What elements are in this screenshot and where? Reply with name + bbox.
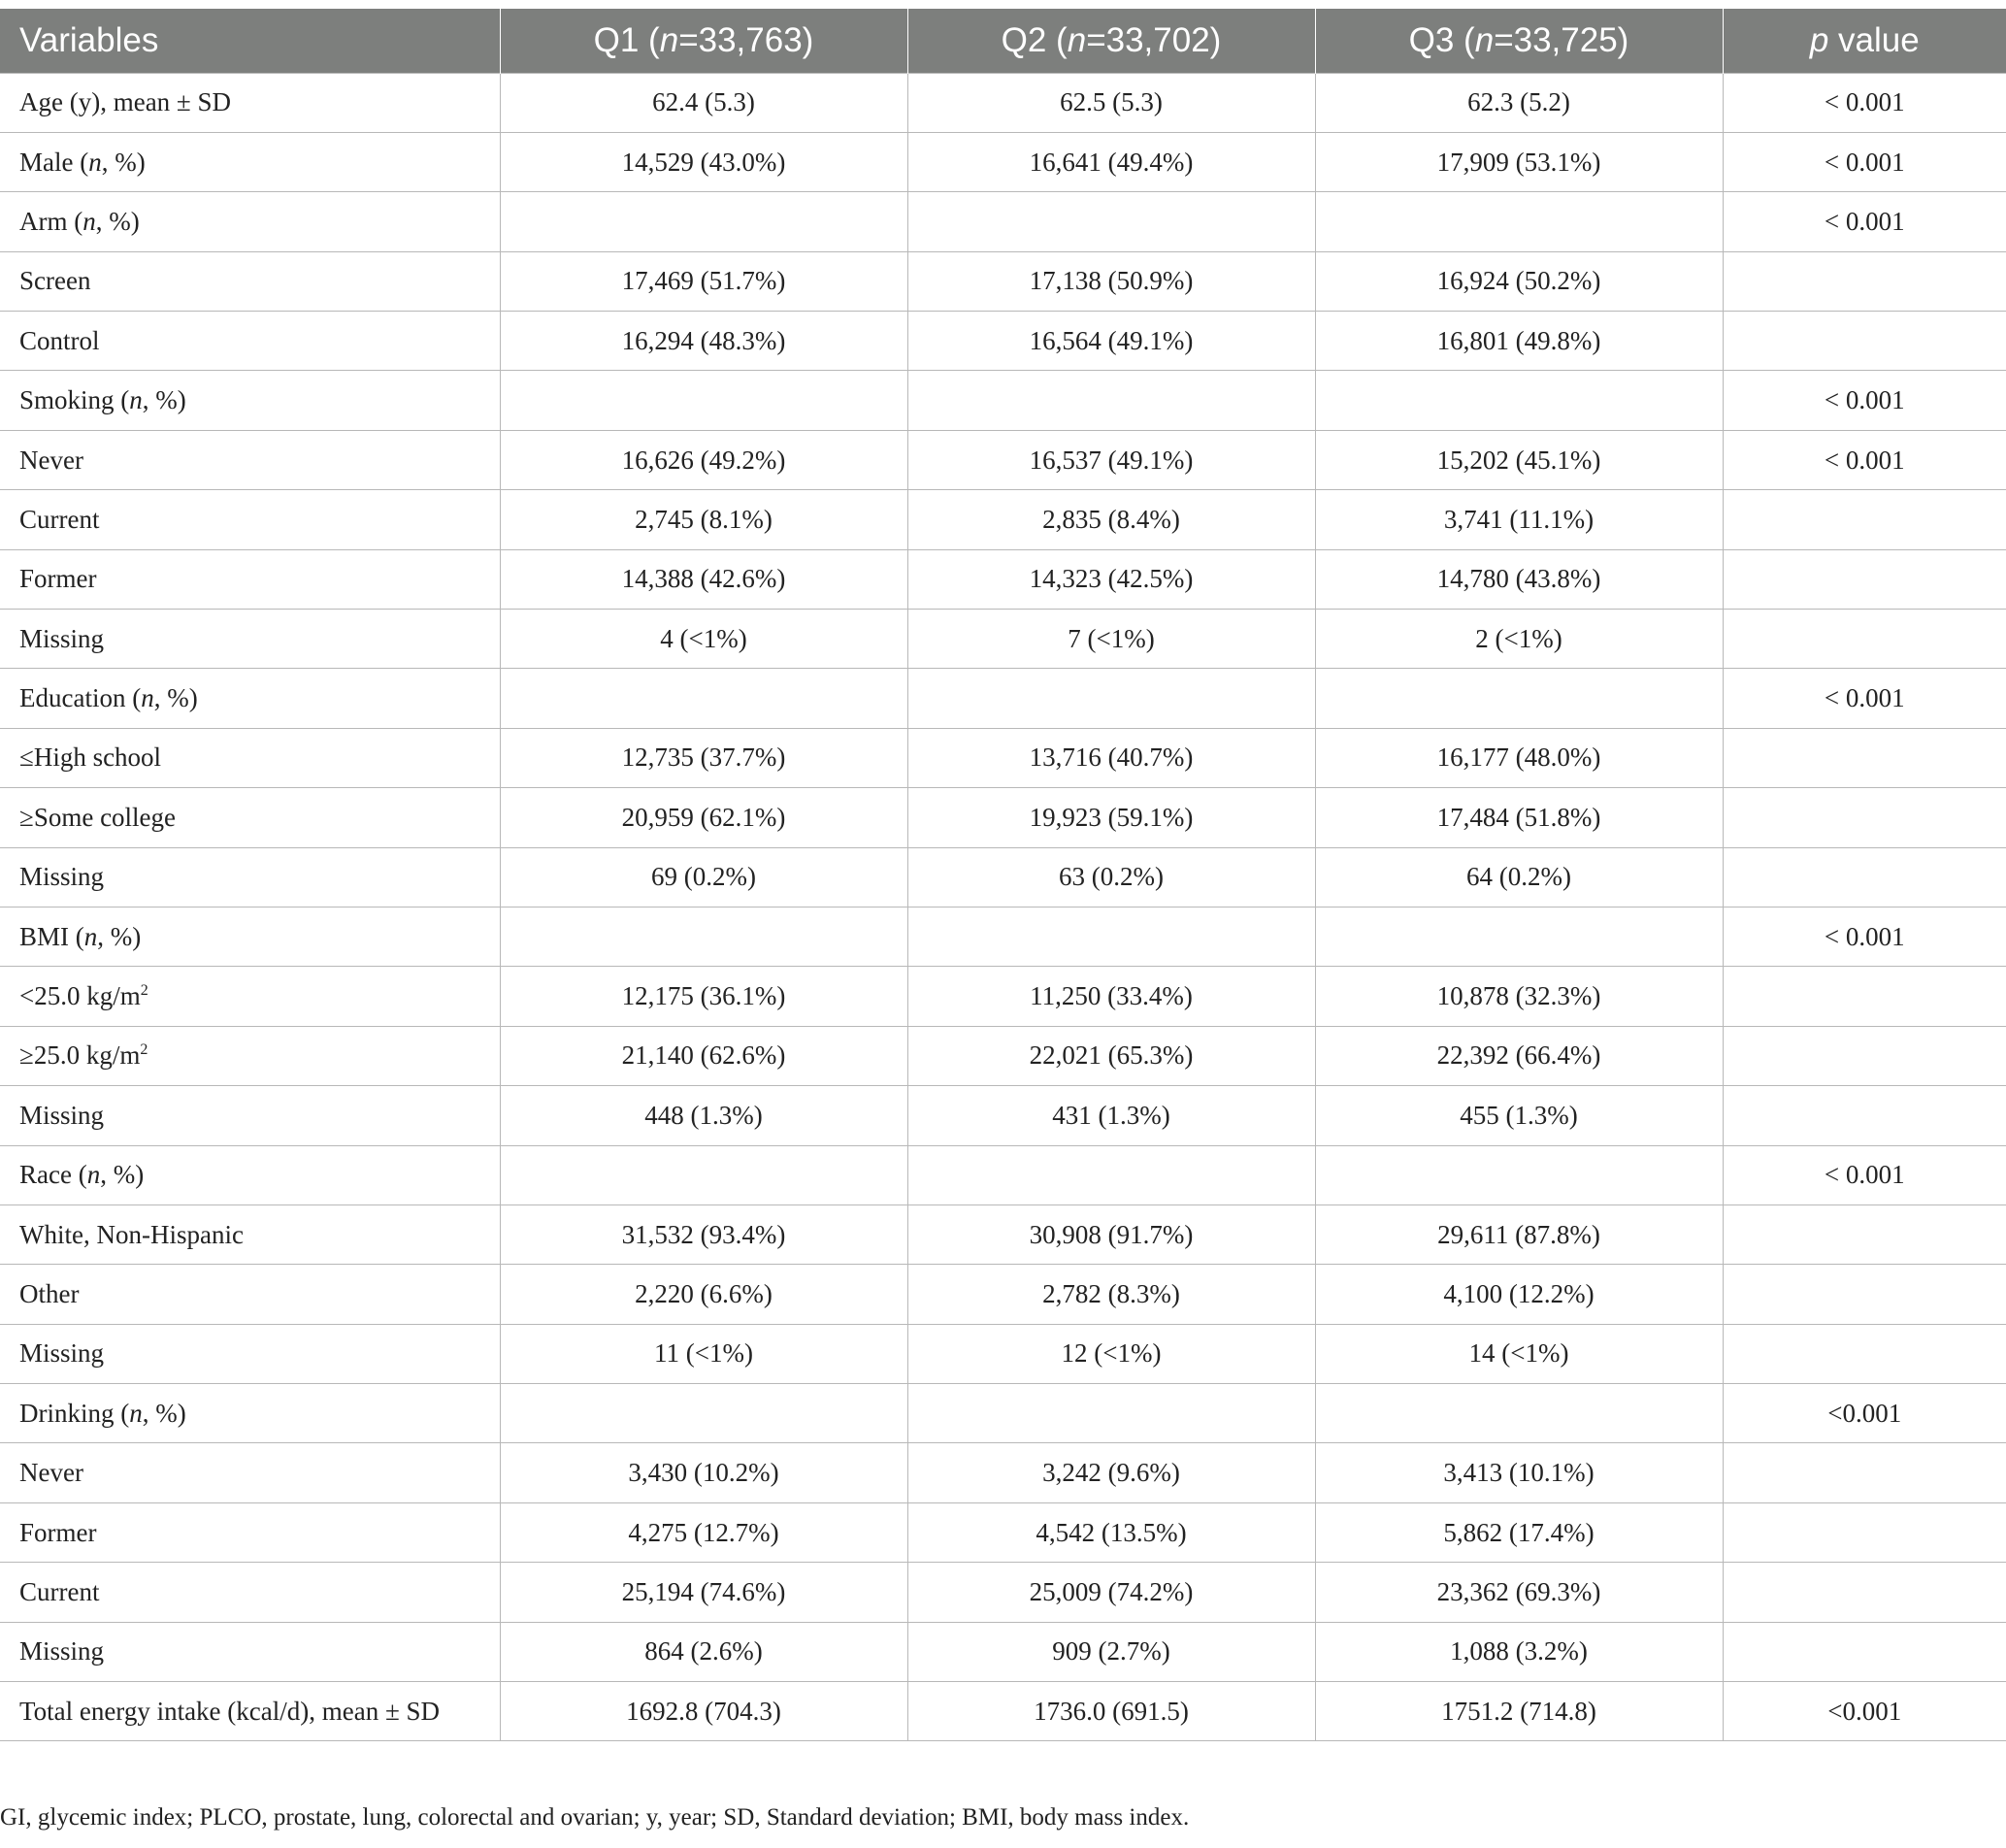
cell-p-value — [1723, 1204, 2006, 1264]
cell-q1: 448 (1.3%) — [500, 1086, 907, 1145]
cell-p-value: < 0.001 — [1723, 73, 2006, 132]
cell-q1: 12,175 (36.1%) — [500, 967, 907, 1026]
cell-q1 — [500, 669, 907, 728]
cell-q1: 25,194 (74.6%) — [500, 1563, 907, 1622]
row-label: Current — [0, 490, 500, 549]
cell-q2 — [907, 1145, 1315, 1204]
table-row — [0, 312, 2006, 371]
table-row — [0, 132, 2006, 191]
header-q1: Q1 (n=33,763) — [500, 9, 907, 73]
cell-q2: 62.5 (5.3) — [907, 73, 1315, 132]
row-label: Current — [0, 1563, 500, 1622]
row-label: ≥25.0 $kg/m^2$ — [0, 1026, 500, 1085]
cell-q2: 12 (<1%) — [907, 1324, 1315, 1383]
cell-q1: 14,388 (42.6%) — [500, 549, 907, 609]
cell-q3: 16,801 (49.8%) — [1315, 312, 1723, 371]
cell-p-value — [1723, 1026, 2006, 1085]
table-header — [0, 9, 2006, 73]
data-table — [0, 9, 2006, 1741]
table-row — [0, 371, 2006, 430]
row-label: Education (n, %) — [0, 669, 500, 728]
cell-q1: 12,735 (37.7%) — [500, 728, 907, 787]
row-label: Never — [0, 1443, 500, 1502]
cell-q2: 1736.0 (691.5) — [907, 1682, 1315, 1741]
table-footnote: GI, glycemic index; PLCO, prostate, lung, colorectal and ovarian; y, year; SD, Standard deviation; BMI, body mass index. — [0, 1804, 1190, 1831]
cell-q3 — [1315, 1384, 1723, 1443]
row-label: ≤High school — [0, 728, 500, 787]
cell-p-value — [1723, 1563, 2006, 1622]
cell-q1: 3,430 (10.2%) — [500, 1443, 907, 1502]
cell-q2: 2,835 (8.4%) — [907, 490, 1315, 549]
cell-p-value — [1723, 1086, 2006, 1145]
row-label: Former — [0, 549, 500, 609]
table-row — [0, 728, 2006, 787]
cell-q3: 14 (<1%) — [1315, 1324, 1723, 1383]
cell-q3: 64 (0.2%) — [1315, 847, 1723, 907]
cell-q1 — [500, 371, 907, 430]
cell-p-value: < 0.001 — [1723, 907, 2006, 966]
table-row — [0, 549, 2006, 609]
cell-q1: 4 (<1%) — [500, 610, 907, 669]
cell-q1 — [500, 1145, 907, 1204]
table-row — [0, 610, 2006, 669]
table-row — [0, 1145, 2006, 1204]
cell-q1: 2,220 (6.6%) — [500, 1265, 907, 1324]
table-row — [0, 1384, 2006, 1443]
cell-q2: 63 (0.2%) — [907, 847, 1315, 907]
cell-q3: 29,611 (87.8%) — [1315, 1204, 1723, 1264]
table-row — [0, 669, 2006, 728]
table-row — [0, 1443, 2006, 1502]
cell-q3: 62.3 (5.2) — [1315, 73, 1723, 132]
cell-q3 — [1315, 907, 1723, 966]
table-row — [0, 967, 2006, 1026]
row-label: Missing — [0, 1086, 500, 1145]
cell-p-value — [1723, 847, 2006, 907]
cell-q2 — [907, 1384, 1315, 1443]
table-row — [0, 1502, 2006, 1562]
cell-p-value — [1723, 1502, 2006, 1562]
cell-q2: 17,138 (50.9%) — [907, 251, 1315, 311]
row-label: Former — [0, 1502, 500, 1562]
table-row — [0, 73, 2006, 132]
row-label: Drinking (n, %) — [0, 1384, 500, 1443]
cell-q3: 16,924 (50.2%) — [1315, 251, 1723, 311]
cell-q3: 16,177 (48.0%) — [1315, 728, 1723, 787]
cell-q1: 62.4 (5.3) — [500, 73, 907, 132]
cell-q2: 30,908 (91.7%) — [907, 1204, 1315, 1264]
cell-p-value: < 0.001 — [1723, 430, 2006, 489]
row-label: Control — [0, 312, 500, 371]
cell-q2 — [907, 907, 1315, 966]
header-row — [0, 9, 2006, 73]
cell-q2: 22,021 (65.3%) — [907, 1026, 1315, 1085]
cell-p-value — [1723, 251, 2006, 311]
cell-q3 — [1315, 371, 1723, 430]
cell-q1 — [500, 1384, 907, 1443]
row-label: <25.0 $kg/m^2$ — [0, 967, 500, 1026]
header-q2: Q2 (n=33,702) — [907, 9, 1315, 73]
header-variables: Variables — [0, 9, 500, 73]
cell-q2: 16,641 (49.4%) — [907, 132, 1315, 191]
table-body — [0, 73, 2006, 1741]
table-row — [0, 251, 2006, 311]
cell-q2: 3,242 (9.6%) — [907, 1443, 1315, 1502]
row-label: Other — [0, 1265, 500, 1324]
cell-q2: 16,564 (49.1%) — [907, 312, 1315, 371]
table-row — [0, 788, 2006, 847]
cell-q1: 17,469 (51.7%) — [500, 251, 907, 311]
cell-q1: 2,745 (8.1%) — [500, 490, 907, 549]
row-label: Missing — [0, 847, 500, 907]
cell-p-value — [1723, 549, 2006, 609]
cell-q1 — [500, 907, 907, 966]
cell-p-value: < 0.001 — [1723, 669, 2006, 728]
cell-q1 — [500, 192, 907, 251]
row-label: Missing — [0, 1324, 500, 1383]
cell-p-value — [1723, 1622, 2006, 1681]
row-label: Age (y), mean ± SD — [0, 73, 500, 132]
cell-q2 — [907, 371, 1315, 430]
table-row — [0, 1682, 2006, 1741]
cell-q3: 23,362 (69.3%) — [1315, 1563, 1723, 1622]
cell-q2: 13,716 (40.7%) — [907, 728, 1315, 787]
cell-q2: 4,542 (13.5%) — [907, 1502, 1315, 1562]
cell-q2: 16,537 (49.1%) — [907, 430, 1315, 489]
cell-q3: 15,202 (45.1%) — [1315, 430, 1723, 489]
cell-p-value: <0.001 — [1723, 1682, 2006, 1741]
cell-p-value — [1723, 967, 2006, 1026]
cell-q2 — [907, 669, 1315, 728]
cell-q1: 20,959 (62.1%) — [500, 788, 907, 847]
cell-q1: 16,626 (49.2%) — [500, 430, 907, 489]
row-label: Race (n, %) — [0, 1145, 500, 1204]
cell-q2: 11,250 (33.4%) — [907, 967, 1315, 1026]
row-label: Total energy intake (kcal/d), mean ± SD — [0, 1682, 500, 1741]
table-row — [0, 490, 2006, 549]
cell-q1: 31,532 (93.4%) — [500, 1204, 907, 1264]
table-row — [0, 192, 2006, 251]
cell-p-value: < 0.001 — [1723, 371, 2006, 430]
cell-q1: 69 (0.2%) — [500, 847, 907, 907]
cell-p-value — [1723, 610, 2006, 669]
row-label: ≥Some college — [0, 788, 500, 847]
cell-q3 — [1315, 1145, 1723, 1204]
cell-q3: 3,741 (11.1%) — [1315, 490, 1723, 549]
row-label: Missing — [0, 610, 500, 669]
cell-p-value — [1723, 1443, 2006, 1502]
cell-q2: 909 (2.7%) — [907, 1622, 1315, 1681]
cell-q3: 4,100 (12.2%) — [1315, 1265, 1723, 1324]
table-row — [0, 430, 2006, 489]
cell-q1: 16,294 (48.3%) — [500, 312, 907, 371]
row-label: Missing — [0, 1622, 500, 1681]
cell-p-value: < 0.001 — [1723, 1145, 2006, 1204]
cell-p-value — [1723, 490, 2006, 549]
cell-q2: 2,782 (8.3%) — [907, 1265, 1315, 1324]
cell-p-value — [1723, 312, 2006, 371]
cell-q1: 864 (2.6%) — [500, 1622, 907, 1681]
cell-q3: 5,862 (17.4%) — [1315, 1502, 1723, 1562]
header-q3: Q3 (n=33,725) — [1315, 9, 1723, 73]
cell-q3: 2 (<1%) — [1315, 610, 1723, 669]
cell-p-value — [1723, 1324, 2006, 1383]
table-row — [0, 1622, 2006, 1681]
row-label: White, Non-Hispanic — [0, 1204, 500, 1264]
row-label: Screen — [0, 251, 500, 311]
cell-q2: 25,009 (74.2%) — [907, 1563, 1315, 1622]
table-row — [0, 907, 2006, 966]
table-row — [0, 847, 2006, 907]
cell-q3: 1,088 (3.2%) — [1315, 1622, 1723, 1681]
cell-q2: 19,923 (59.1%) — [907, 788, 1315, 847]
cell-q3: 14,780 (43.8%) — [1315, 549, 1723, 609]
cell-q3: 17,484 (51.8%) — [1315, 788, 1723, 847]
row-label: Smoking (n, %) — [0, 371, 500, 430]
cell-p-value: < 0.001 — [1723, 192, 2006, 251]
cell-q2: 14,323 (42.5%) — [907, 549, 1315, 609]
row-label: BMI (n, %) — [0, 907, 500, 966]
cell-q3 — [1315, 192, 1723, 251]
cell-q2: 7 (<1%) — [907, 610, 1315, 669]
cell-q3: 3,413 (10.1%) — [1315, 1443, 1723, 1502]
cell-p-value: < 0.001 — [1723, 132, 2006, 191]
cell-p-value — [1723, 788, 2006, 847]
cell-q1: 1692.8 (704.3) — [500, 1682, 907, 1741]
row-label: Male (n, %) — [0, 132, 500, 191]
table-row — [0, 1086, 2006, 1145]
cell-q2: 431 (1.3%) — [907, 1086, 1315, 1145]
cell-q3: 17,909 (53.1%) — [1315, 132, 1723, 191]
row-label: Never — [0, 430, 500, 489]
cell-q3: 455 (1.3%) — [1315, 1086, 1723, 1145]
cell-q1: 11 (<1%) — [500, 1324, 907, 1383]
cell-p-value — [1723, 728, 2006, 787]
table-row — [0, 1204, 2006, 1264]
cell-q2 — [907, 192, 1315, 251]
cell-p-value — [1723, 1265, 2006, 1324]
cell-q3: 22,392 (66.4%) — [1315, 1026, 1723, 1085]
row-label: Arm (n, %) — [0, 192, 500, 251]
table-row — [0, 1563, 2006, 1622]
cell-q3 — [1315, 669, 1723, 728]
cell-q3: 1751.2 (714.8) — [1315, 1682, 1723, 1741]
cell-q1: 4,275 (12.7%) — [500, 1502, 907, 1562]
header-p-value: p value — [1723, 9, 2006, 73]
table-row — [0, 1265, 2006, 1324]
cell-p-value: <0.001 — [1723, 1384, 2006, 1443]
table-row — [0, 1324, 2006, 1383]
table-row — [0, 1026, 2006, 1085]
cell-q1: 14,529 (43.0%) — [500, 132, 907, 191]
cell-q3: 10,878 (32.3%) — [1315, 967, 1723, 1026]
cell-q1: 21,140 (62.6%) — [500, 1026, 907, 1085]
